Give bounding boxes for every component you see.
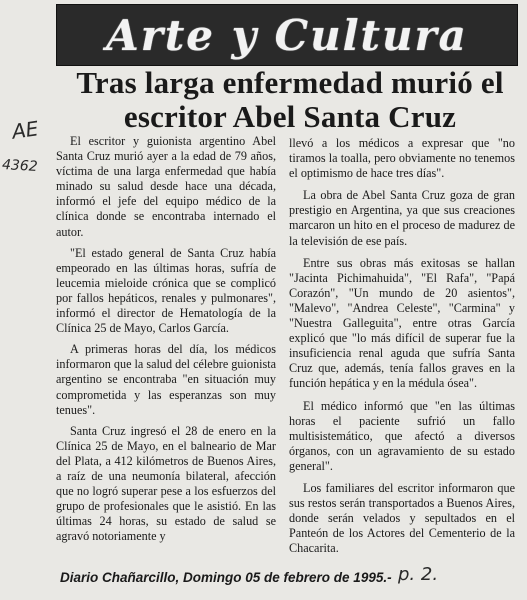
paragraph: La obra de Abel Santa Cruz goza de gran prestigio en Argentina, ya que sus creaciones marcaron un hito en el proceso de madurez de la televisión de ese país. [289,188,515,248]
paragraph: El médico informó que "en las últimas horas el paciente sufrió un fallo multisistemático, que afectó a diversos órganos, con un agravamiento de su estado general". [289,398,515,473]
article-column-right [289,136,515,563]
handwritten-note: AE [10,116,40,144]
paragraph: Los familiares del escritor informaron que sus restos serán transportados a Buenos Aires, donde serán velados y sepultados en el Panteón de los Actores del Cementerio de la Chacarita. [289,480,515,556]
handwritten-page-mark: p. 2. [398,564,439,585]
source-footer: Diario Chañarcillo, Domingo 05 de febrero de 1995.- [60,570,392,585]
paragraph: "El estado general de Santa Cruz había empeorado en las últimas horas, sufría de leucemia mieloide crónica que se complicó por fallos hepáticos, renales y pulmonares", informó el director de Hematología de la Clínica 25 de Mayo, Carlos García. [56,245,276,336]
paragraph: Santa Cruz ingresó el 28 de enero en la Clínica 25 de Mayo, en el balneario de Mar del Plata, a 412 kilómetros de Buenos Aires, a raíz de una neumonía bilateral, afección que no logró superar pese a los esfuerzos del grupo de profesionales que le asistió. En las últimas 24 horas, su estado de salud se agravó notoriamente y [56,423,276,544]
handwritten-number: 4362 [1,157,39,175]
paragraph: llevó a los médicos a expresar que "no tiramos la toalla, pero obviamente no tenemos el optimismo de hace tres días". [289,136,515,181]
section-banner [56,4,518,66]
section-title: Arte y Cultura [106,10,468,60]
article-column-left [56,134,276,550]
headline: Tras larga enfermedad murió el escritor Abel Santa Cruz [76,65,504,134]
paragraph: Entre sus obras más exitosas se hallan "Jacinta Pichimahuida", "El Rafa", "Papá Corazón", "Un mundo de 20 asientos", "Malevo", "Andrea Celeste", "Carmina" y "Nuestra Galleguita", entre otras García explicó que "lo más difícil de superar fue la insuficiencia renal aguda que sufría Santa Cruz que, además, tenía fallos graves en la función hepática y en la médula ósea". [289,255,515,391]
paragraph: A primeras horas del día, los médicos informaron que la salud del célebre guionista argentino se encontraba "en situación muy comprometida y las esperanzas son muy tenues". [56,342,276,417]
paragraph: El escritor y guionista argentino Abel Santa Cruz murió ayer a la edad de 79 años, víctima de una larga enfermedad que había minado su salud desde hace una década, informó el jefe del equipo médico de la clínica donde se encontraba internado el autor. [56,134,276,239]
